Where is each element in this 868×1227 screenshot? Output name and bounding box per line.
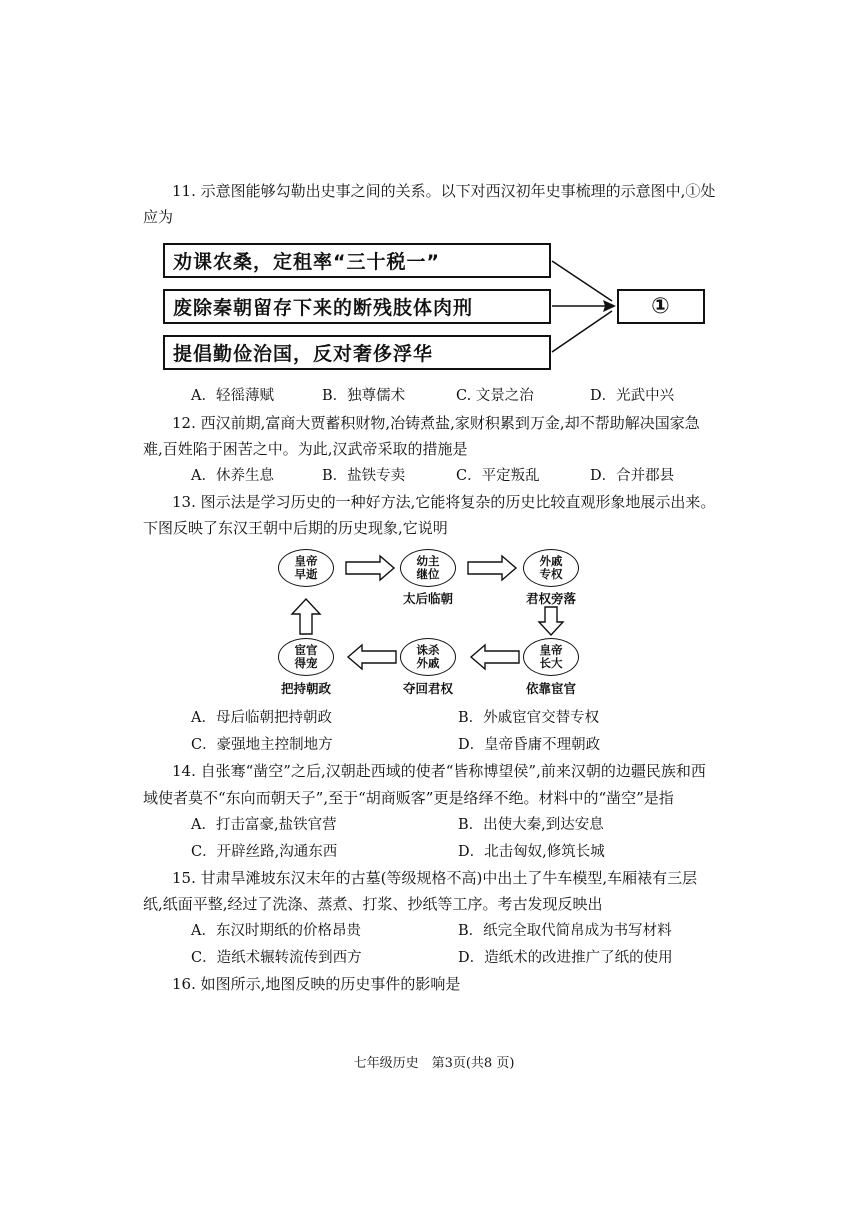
- up-arrow-icon: [292, 599, 320, 634]
- q11-option-d: D．光武中兴: [590, 388, 675, 404]
- q11-box-3: 提倡勤俭治国，反对奢侈浮华: [163, 335, 551, 370]
- cycle-node-text: 皇帝: [539, 643, 563, 657]
- cycle-label-regain-power: 夺回君权: [402, 681, 453, 696]
- cycle-label-regency: 太后临朝: [402, 591, 453, 606]
- q14-option-b: B．出使大秦,到达安息: [458, 817, 604, 833]
- right-arrow-icon: [346, 556, 394, 580]
- q11-stem-line1: 11. 示意图能够勾勒出史事之间的关系。以下对西汉初年史事梳理的示意图中,①处: [172, 182, 716, 200]
- q11-box-1: 劝课农桑，定租率“三十税一”: [163, 243, 551, 278]
- q13-option-a: A．母后临朝把持朝政: [191, 710, 332, 726]
- cycle-node-text: 外戚: [416, 656, 440, 670]
- down-arrow-icon: [539, 607, 563, 635]
- cycle-label-power-lost: 君权旁落: [525, 591, 576, 606]
- q12-option-b: B．盐铁专卖: [322, 468, 406, 484]
- q12-option-a: A．休养生息: [191, 468, 274, 484]
- cycle-node-text: 宦官: [294, 643, 318, 657]
- q15-stem-line1: 15. 甘肃旱滩坡东汉末年的古墓(等级规格不高)中出土了牛车模型,车厢裱有三层: [172, 869, 698, 887]
- q11-option-b: B．独尊儒术: [322, 388, 406, 404]
- q11-box-2: 废除秦朝留存下来的断残肢体肉刑: [163, 289, 551, 324]
- q14-stem-line2: 域使者莫不“东向而朝天子”,至于“胡商贩客”更是络绎不绝。材料中的“凿空”是指: [143, 789, 674, 807]
- cycle-node-text: 幼主: [416, 554, 440, 568]
- q15-option-b: B．纸完全取代简帛成为书写材料: [458, 923, 672, 939]
- q11-stem-line2: 应为: [143, 208, 174, 226]
- cycle-label-control-govt: 把持朝政: [280, 681, 331, 696]
- right-arrow-icon: [468, 556, 516, 580]
- q12-option-c: C．平定叛乱: [456, 468, 540, 484]
- cycle-node-text: 专权: [539, 567, 563, 581]
- cycle-node-text: 早逝: [294, 567, 318, 581]
- q15-option-c: C．造纸术辗转流传到西方: [191, 950, 362, 966]
- q12-stem-line1: 12. 西汉前期,富商大贾蓄积财物,冶铸煮盐,家财积累到万金,却不帮助解决国家急: [172, 414, 700, 432]
- cycle-node-text: 外戚: [539, 554, 563, 568]
- q16-stem-line1: 16. 如图所示,地图反映的历史事件的影响是: [172, 975, 461, 993]
- q13-stem-line2: 下图反映了东汉王朝中后期的历史现象,它说明: [143, 519, 448, 537]
- q11-target-box: ①: [617, 289, 705, 324]
- q12-option-d: D．合并郡县: [590, 468, 675, 484]
- q13-option-b: B．外戚宦官交替专权: [458, 710, 600, 726]
- q15-option-d: D．造纸术的改进推广了纸的使用: [458, 950, 673, 966]
- q15-stem-line2: 纸,纸面平整,经过了洗涤、蒸煮、打浆、抄纸等工序。考古发现反映出: [143, 895, 603, 913]
- cycle-node-text: 长大: [539, 656, 563, 670]
- cycle-node-text: 得宠: [294, 656, 318, 670]
- left-arrow-icon: [348, 645, 396, 669]
- page-footer: 七年级历史 第3页(共8 页): [353, 1056, 515, 1071]
- q14-option-c: C．开辟丝路,沟通东西: [191, 844, 338, 860]
- q11-option-c: C. 文景之治: [456, 388, 534, 404]
- q14-option-a: A．打击富豪,盐铁官营: [191, 817, 337, 833]
- q13-option-c: C．豪强地主控制地方: [191, 737, 333, 753]
- q12-stem-line2: 难,百姓陷于困苦之中。为此,汉武帝采取的措施是: [143, 440, 468, 458]
- cycle-label-rely-eunuchs: 依靠宦官: [525, 681, 576, 696]
- cycle-node-text: 继位: [416, 567, 440, 581]
- q15-option-a: A．东汉时期纸的价格昂贵: [191, 923, 361, 939]
- q11-option-a: A．轻徭薄赋: [191, 388, 274, 404]
- q13-option-d: D．皇帝昏庸不理朝政: [458, 737, 601, 753]
- q14-option-d: D．北击匈奴,修筑长城: [458, 844, 605, 860]
- q13-stem-line1: 13. 图示法是学习历史的一种好方法,它能将复杂的历史比较直观形象地展示出来。: [172, 493, 716, 511]
- q14-stem-line1: 14. 自张骞“凿空”之后,汉朝赴西域的使者“皆称博望侯”,前来汉朝的边疆民族和西: [172, 762, 706, 780]
- cycle-node-text: 诛杀: [416, 643, 440, 657]
- left-arrow-icon: [471, 645, 519, 669]
- cycle-node-text: 皇帝: [294, 554, 318, 568]
